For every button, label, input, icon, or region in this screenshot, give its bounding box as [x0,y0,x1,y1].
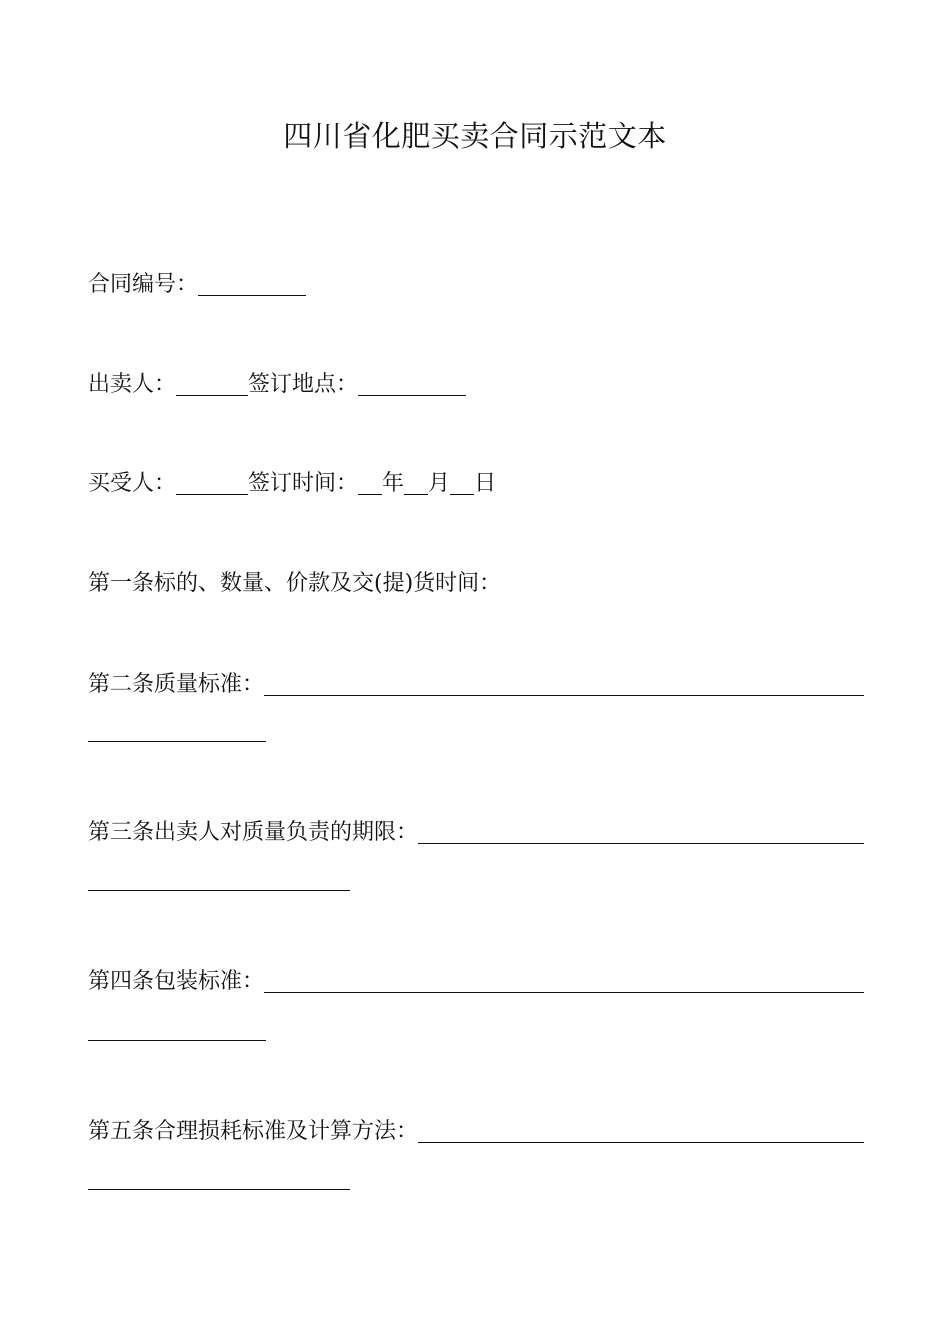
clause-2-blank-continued[interactable] [88,740,266,742]
clause-3-blank[interactable] [418,821,864,844]
clause-3 [88,818,864,848]
clause-1 [88,569,864,599]
day-blank[interactable] [450,472,474,495]
sign-time-label: 签订时间： [248,471,359,496]
clause-5-label: 第五条合理损耗标准及计算方法： [88,1119,419,1144]
clause-2-label: 第二条质量标准： [88,672,265,697]
clause-5 [88,1117,864,1147]
seller-line [88,370,864,400]
year-blank[interactable] [358,472,382,495]
buyer-label: 买受人： [88,471,177,496]
clause-1-text: 第一条标的、数量、价款及交(提)货时间： [88,571,502,596]
buyer-line [88,469,864,499]
seller-blank[interactable] [176,373,248,396]
buyer-blank[interactable] [176,472,248,495]
month-blank[interactable] [404,472,428,495]
clause-4 [88,967,864,997]
sign-place-blank[interactable] [358,373,466,396]
clause-5-blank-continued[interactable] [88,1188,350,1190]
document-title: 四川省化肥买卖合同示范文本 [283,119,667,153]
contract-number-blank[interactable] [198,273,306,296]
clause-4-label: 第四条包装标准： [88,969,265,994]
clause-5-blank[interactable] [418,1120,864,1143]
clause-2 [88,670,864,700]
contract-number-label: 合同编号： [88,272,199,297]
clause-4-blank-continued[interactable] [88,1039,266,1041]
year-label: 年 [382,471,405,496]
sign-place-label: 签订地点： [248,372,359,397]
clause-4-blank[interactable] [264,970,864,993]
clause-3-blank-continued[interactable] [88,889,350,891]
month-label: 月 [428,471,451,496]
clause-3-label: 第三条出卖人对质量负责的期限： [88,820,419,845]
seller-label: 出卖人： [88,372,177,397]
contract-number-line [88,270,864,300]
day-label: 日 [474,471,497,496]
clause-2-blank[interactable] [264,673,864,696]
